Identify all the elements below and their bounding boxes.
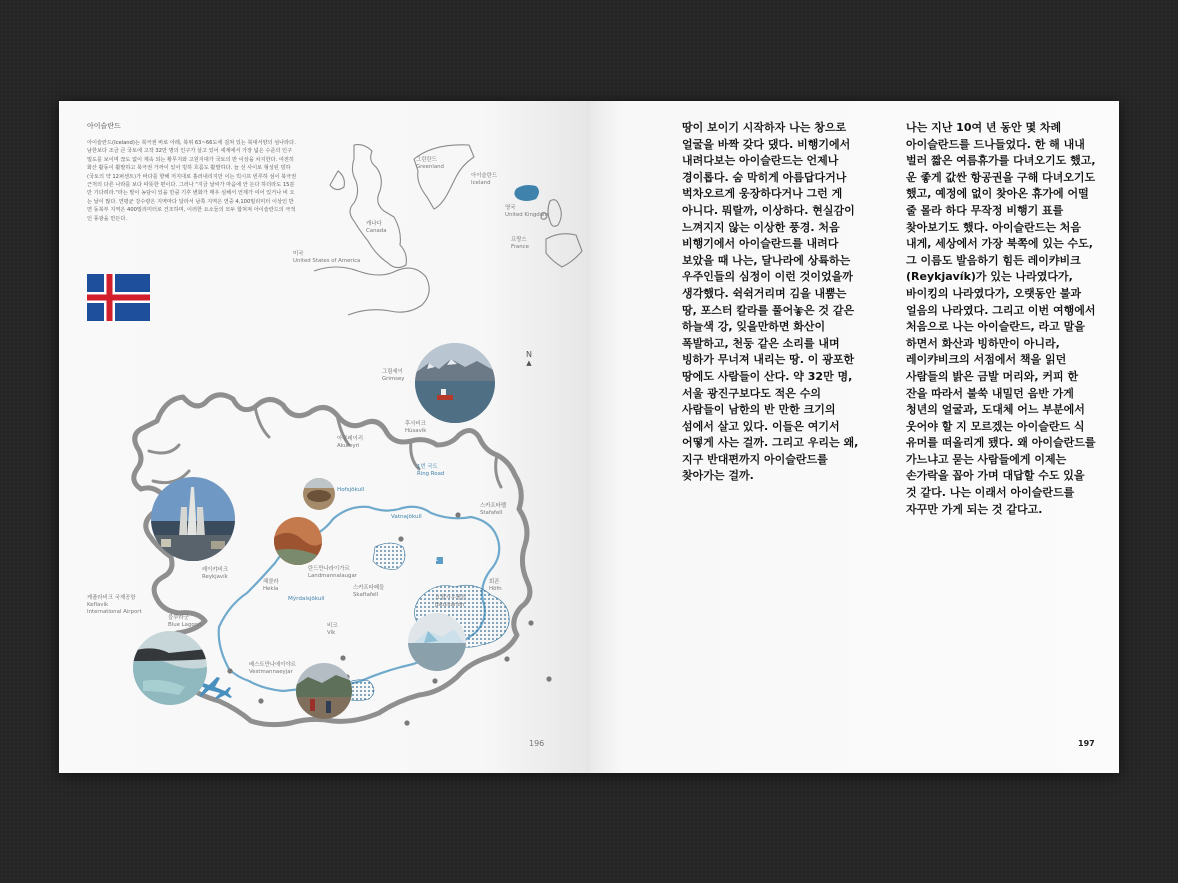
label-hofn-en: Höfn (489, 586, 502, 592)
label-ring-road (417, 464, 444, 478)
photo-jokulsarlon-ice (408, 613, 466, 671)
label-myrdalsjokull: Mýrdalsjökull (288, 596, 325, 602)
label-ring-road-en: Ring Road (417, 471, 445, 477)
label-uk-ko: 영국 (505, 205, 516, 211)
label-airport (87, 595, 142, 616)
flag-iceland-icon (87, 274, 150, 321)
label-landmannalaugar (308, 566, 357, 580)
photo-blue-lagoon (133, 631, 207, 705)
label-blue-lagoon-ko: 블루라군 (168, 615, 189, 621)
label-skaftafell (353, 585, 384, 599)
label-reykjavik (202, 567, 228, 581)
label-reykjavik-ko: 레이캬비크 (202, 567, 229, 573)
glacier-hofsjokull (373, 543, 405, 569)
route-badge: 1 (435, 557, 439, 563)
label-akureyri-ko: 아쿠레이리 (337, 436, 364, 442)
label-usa-en: United States of America (293, 258, 361, 264)
label-skaftafell-en: Skaftafell (353, 592, 379, 598)
label-iceland (471, 173, 497, 187)
label-akureyri-en: Akureyri (337, 443, 360, 449)
label-skaftafell-ko: 스카프타페들 (353, 585, 385, 591)
label-hekla-en: Hekla (263, 586, 279, 592)
page-number-left: 196 (529, 739, 545, 748)
label-reykjavik-en: Reykjavík (202, 574, 228, 580)
label-jokulsarlon-en: Jökulsárlón (435, 602, 465, 608)
photo-volcano-crater (303, 478, 335, 510)
label-blue-lagoon (168, 615, 201, 629)
label-usa-ko: 미국 (293, 251, 304, 257)
photo-vestmannaeyjar (296, 663, 352, 719)
label-husavik-ko: 후사비크 (405, 421, 426, 427)
label-greenland-en: Greenland (416, 164, 444, 170)
label-vestmannaeyjar-ko: 베스트만나에이야르 (249, 662, 296, 668)
label-airport-en1: Keflavík (87, 602, 109, 608)
right-page (590, 101, 1119, 773)
label-canada-ko: 캐나다 (366, 221, 382, 227)
label-grimsey-en: Grimsey (382, 376, 405, 382)
photo-reykjavik-church (151, 477, 235, 561)
label-france (511, 237, 529, 251)
photo-landmannalaugar (274, 517, 322, 565)
body-column-1: 땅이 보이기 시작하자 나는 창으로 얼굴을 바짝 갖다 댔다. 비행기에서 내려다보는 아이슬란드는 언제나 경이롭다. 숨 막히게 아름답다거나 벅차오르게 웅장하다거나 그런 게 아니다. 뭐랄까, 이상하다. 현실감이 느껴지지 않는 이상한 풍경. 처음 비행기에서 아이슬란드를 내려다 보았을 때 나는, 달나라에 상륙하는 우주인들의 심정이 이런 것이었을까 생각했다. 쉭쉭거리며 김을 내뿜는 땅, 포스터 칼라를 풀어놓은 것 같은 하늘색 강, 잊을만하면 화산이 폭발하고, 천둥 같은 소리를 내며 빙하가 무너져 내리는 땅. 이 광포한 땅에도 사람들이 산다. 약 32만 명, 서울 광진구보다도 적은 수의 사람들이 남한의 반 만한 크기의 섬에서 살고 있다. 이들은 여기서 어떻게 사는 걸까. 그리고 우리는 왜, 지구 반대편까지 아이슬란드를 찾아가는 걸까. (682, 121, 859, 483)
label-grimsey (382, 369, 404, 383)
label-canada-en: Canada (366, 228, 387, 234)
label-landmannalaugar-en: Landmannalaugar (308, 573, 357, 579)
north-label: N (526, 350, 532, 359)
label-vik (327, 623, 337, 637)
label-greenland-ko: 그린란드 (416, 157, 437, 163)
label-canada (366, 221, 387, 235)
label-stafafell-en: Stafafell (480, 510, 503, 516)
left-page (59, 101, 590, 773)
label-uk (505, 205, 548, 219)
label-hekla-ko: 헤클라 (263, 579, 279, 585)
label-vestmannaeyjar-en: Vestmannaeyjar (249, 669, 293, 675)
label-husavik-en: Húsavík (405, 428, 427, 434)
photo-grimsey-harbor (415, 343, 495, 423)
label-jokulsarlon (435, 595, 466, 609)
label-vik-ko: 비크 (327, 623, 338, 629)
page-number-right: 197 (1078, 739, 1095, 748)
label-landmannalaugar-ko: 란드만나라이가르 (308, 566, 350, 572)
label-iceland-ko: 아이슬란드 (471, 173, 498, 179)
label-france-ko: 프랑스 (511, 237, 527, 243)
section-title: 아이슬란드 (87, 122, 121, 130)
label-husavik (405, 421, 426, 435)
body-column-2: 나는 지난 10여 년 동안 몇 차례 아이슬란드를 드나들었다. 한 해 내내 벌러 짧은 여름휴가를 다녀오기도 했고, 운 좋게 값싼 항공권을 구해 다녀오기도 했고, 예정에 없이 찾아온 휴가에 어떨 줄 몰라 하다 무작정 비행기 표를 찾아보기도 했다. 아이슬란드는 처음 내게, 세상에서 가장 북쪽에 있는 수도, 그 이름도 발음하기 힘든 레이캬비크(Reykjavík)가 있는 나라였다가, 바이킹의 나라였다가, 오랫동안 불과 얼음의 나라였다. 그리고 이번 여행에서 처음으로 나는 아이슬란드, 라고 말을 하면서 화산과 빙하만이 아니라, 레이캬비크의 서점에서 책을 읽던 사람들의 밝은 금발 머리와, 커피 한 잔을 따라서 불쑥 내밀던 음반 가게 청년의 얼굴과, 도대체 어느 부분에서 웃어야 할 지 모르겠는 아이슬란드 식 유머를 떠올리게 됐다. 왜 아이슬란드를 가느냐고 묻는 사람들에게 이제는 손가락을 꼽아 가며 대답할 수도 있을 것 같다. 나는 이래서 아이슬란드를 자꾸만 가게 되는 것 같다고. (906, 121, 1096, 516)
intro-paragraph: 아이슬란드(Iceland)는 북극권 바로 아래, 북위 63~66도에 걸쳐 있는 북대서양의 섬나라다. 남한보다 조금 큰 국토에 고작 32만 명의 인구가 살고 있어 세계에서 가장 넓은 수준의 인구 밀도를 보이며 끊도 없이 계속 되는 황무지와 고원지대가 국토의 반 이상을 차지한다. 여전히 화산 활동이 활발하고 북극권 가까이 있어 빙하 흐름도 활발하다. 늘 선 사이로 형성된 빙하(국토의 약 12퍼센트)가 바다를 향해 저지대로 흘러내리지만 이는 빅시프 빈루하 섬이 북극권 근처의 다른 나라를 보다 따뜻한 편이다. 그러나 "지금 날씨가 마음에 안 든다 하더라도 15분만 기다려라."라는 말이 농담이 있을 만큼 기후 변화가 매우 심해서 언제가 여어 있거나 비 오는 날이 많다. 연평균 강수량은 지역마다 달라서 남쪽 지역은 연중 4,100밀리미터 이상인 반면 동북부 지역은 400밀리미터로 건조하며, 이러한 요소들의 모두 합쳐져 아이슬란드의 극적인 풍광을 만든다. (87, 140, 297, 222)
label-usa (293, 251, 360, 265)
label-stafafell-ko: 스카프타펠 (480, 503, 507, 509)
label-vestmannaeyjar (249, 662, 296, 676)
label-greenland (416, 157, 444, 171)
label-france-en: France (511, 244, 529, 250)
label-akureyri (337, 436, 363, 450)
label-jokulsarlon-ko: 요퀼사우롤른 (435, 595, 467, 601)
open-book (59, 101, 1119, 773)
label-airport-ko: 케플라비크 국제공항 (87, 595, 136, 601)
label-airport-en2: International Airport (87, 609, 142, 615)
label-vik-en: Vík (327, 630, 336, 636)
label-uk-en: United Kingdom (505, 212, 549, 218)
label-hofn (489, 579, 502, 593)
label-iceland-en: Iceland (471, 180, 491, 186)
label-ring-road-ko: 1번 국도 (417, 464, 438, 470)
label-grimsey-ko: 그림세이 (382, 369, 403, 375)
label-vatnajokull: Vatnajökull (391, 514, 422, 520)
label-hekla (263, 579, 279, 593)
label-blue-lagoon-en: Blue Lagoon (168, 622, 202, 628)
label-hofsjokull: Hofsjökull (337, 487, 365, 493)
label-stafafell (480, 503, 506, 517)
label-hofn-ko: 회픈 (489, 579, 500, 585)
north-arrow-icon: N ▲ (526, 350, 532, 367)
